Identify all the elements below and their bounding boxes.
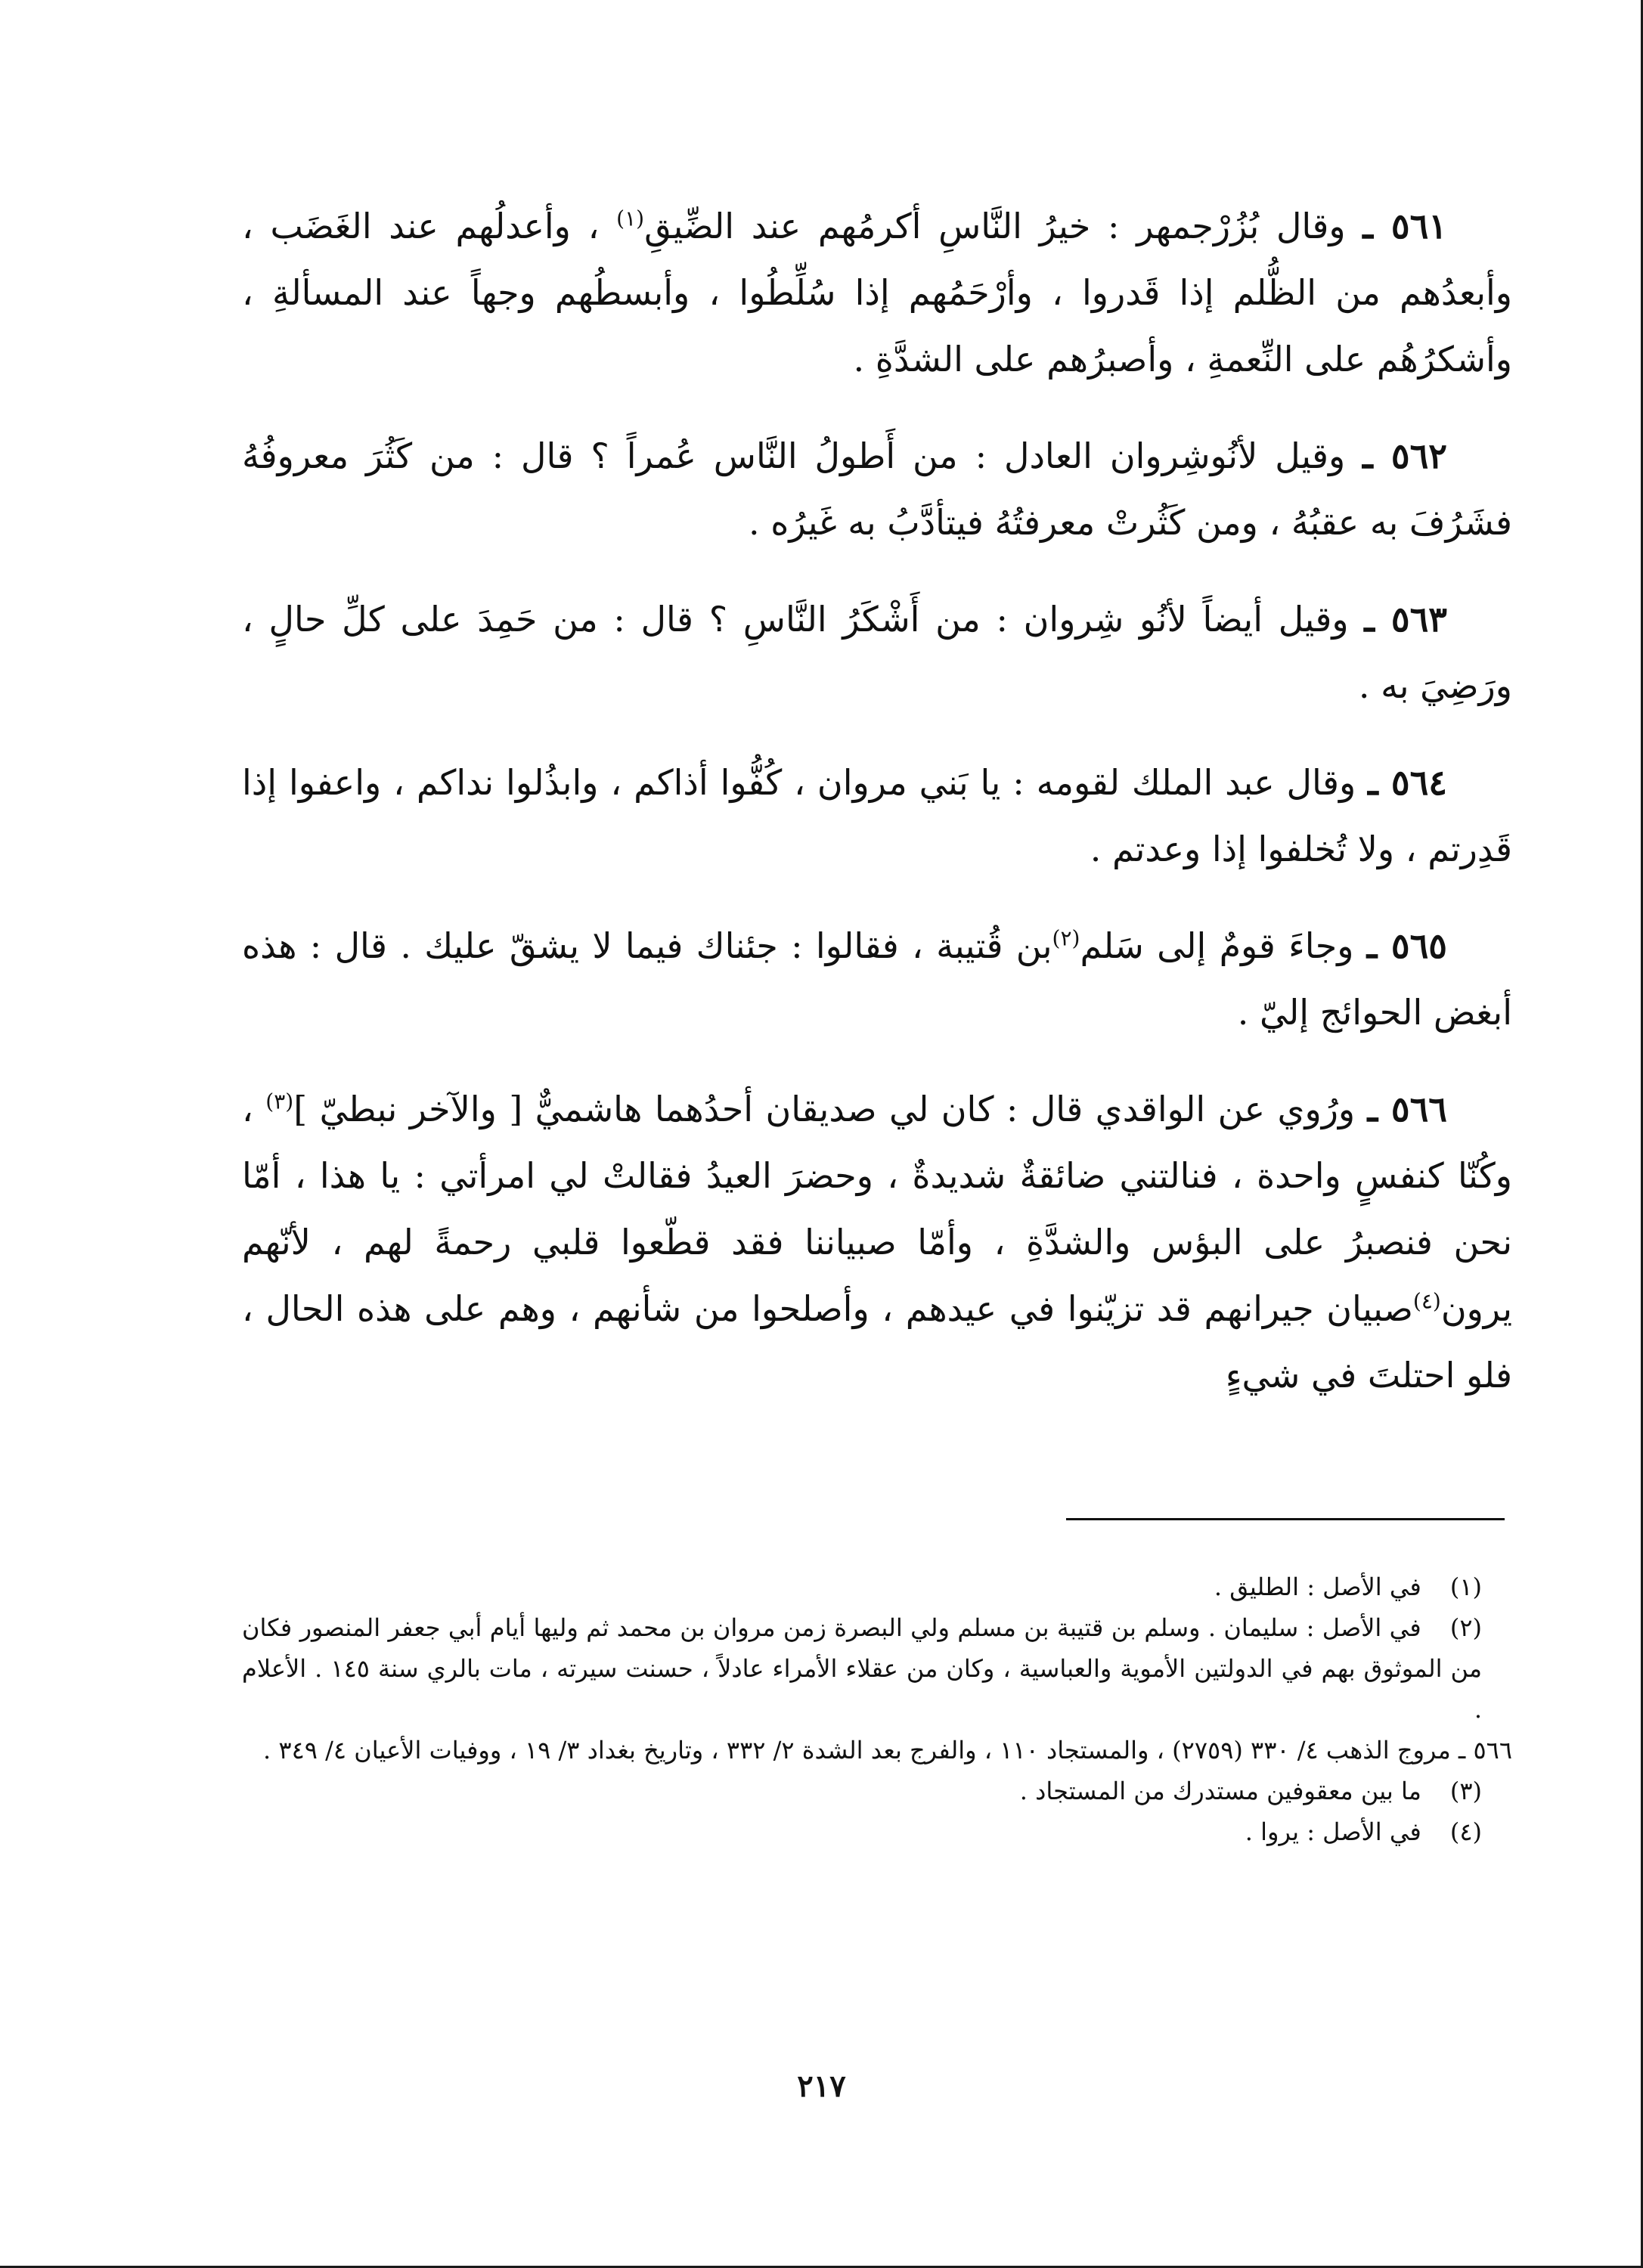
- paragraph-565: [242, 912, 1512, 1046]
- entry-text-continued: ، وكُنّا كنفسٍ واحدة ، فنالتني ضائقةٌ شديدةٌ ، وحضرَ العيدُ فقالتْ لي امرأتي : يا هذا ، أمّا نحن فنصبرُ على البؤس والشدَّةِ ، وأمّا صبياننا فقد قطّعوا قلبي رحمةً لهم ، لأنّهم يرون: [242, 1089, 1512, 1329]
- entry-text: ورُوي عن الواقدي قال : كان لي صديقان أحدُهما هاشميٌّ [ والآخر نبطيّ ]: [293, 1089, 1356, 1129]
- footnote: [242, 1566, 1512, 1607]
- footnotes: [242, 1566, 1512, 1852]
- entry-text-continued: ، وأعدلُهم عند الغَضَب ، وأبعدُهم من الظُّلم إذا قَدروا ، وأرْحَمُهم إذا سُلِّطُوا ، وأبسطُهم وجهاً عند المسألةِ ، وأشكرُهُم على النِّعمةِ ، وأصبرُهم على الشدَّةِ .: [242, 206, 1512, 380]
- footnote-number: ٥٦٦ ـ: [1458, 1736, 1512, 1765]
- paragraph-561: [242, 193, 1512, 392]
- footnote-number: (١): [1449, 1572, 1482, 1601]
- footnote-text: ما بين معقوفين مستدرك من المستجاد .: [1019, 1777, 1421, 1805]
- footnote-text: في الأصل : الطليق .: [1214, 1572, 1421, 1601]
- entry-number: ٥٦٢ ـ: [1362, 435, 1447, 476]
- entry-text: وقال بُزُرْجمهر : خيرُ النَّاسِ أكرمُهم عند الضِّيقِ: [644, 206, 1346, 246]
- footnote-marker: (٢): [1052, 925, 1080, 951]
- footnote-text: مروج الذهب ٤/ ٣٣٠ (٢٧٥٩) ، والمستجاد ١١٠ ، والفرج بعد الشدة ٢/ ٣٣٢ ، وتاريخ بغداد ٣/ ١٩ ، ووفيات الأعيان ٤/ ٣٤٩ .: [263, 1736, 1451, 1765]
- entry-number: ٥٦٤ ـ: [1368, 762, 1448, 803]
- paragraph-562: [242, 423, 1512, 556]
- footnote: [242, 1811, 1512, 1852]
- footnote-number: (٢): [1449, 1613, 1483, 1642]
- paragraph-563: [242, 586, 1512, 719]
- entry-text: وجاءَ قومٌ إلى سَلم: [1080, 925, 1354, 966]
- footnote-marker: (٣): [265, 1089, 294, 1114]
- footnote-number: (٣): [1449, 1777, 1482, 1805]
- footnote-marker: (١): [616, 206, 645, 231]
- page-number: ٢١٧: [797, 2068, 846, 2104]
- entry-text: وقيل أيضاً لأنُو شِروان : من أَشْكَرُ النَّاسِ ؟ قال : من حَمِدَ على كلِّ حالٍ ، ورَضِيَ به .: [242, 599, 1512, 706]
- footnote-separator: [1066, 1518, 1505, 1520]
- entry-number: ٥٦٣ ـ: [1364, 599, 1447, 640]
- footnote-marker: (٤): [1412, 1288, 1441, 1314]
- footnote-text: في الأصل : سليمان . وسلم بن قتيبة بن مسلم ولي البصرة زمن مروان بن محمد ثم وليها أيام أبي جعفر المنصور فكان من الموثوق بهم في الدولتين الأموية والعباسية ، وكان من عقلاء الأمراء عادلاً ، حسنت سيرته ، مات بالري سنة ١٤٥ . الأعلام .: [242, 1613, 1483, 1724]
- paragraph-564: [242, 749, 1512, 882]
- paragraph-566: [242, 1076, 1512, 1408]
- entry-number: ٥٦١ ـ: [1362, 206, 1448, 246]
- footnote: [242, 1607, 1512, 1730]
- entry-number: ٥٦٦ ـ: [1367, 1089, 1448, 1129]
- entry-number: ٥٦٥ ـ: [1366, 925, 1447, 966]
- footnote-text: في الأصل : يروا .: [1245, 1817, 1421, 1846]
- footnote: [242, 1771, 1512, 1811]
- entry-text-continued: بن قُتيبة ، فقالوا : جئناك فيما لا يشقّ عليك . قال : هذه أبغض الحوائج إليّ .: [242, 925, 1512, 1033]
- entry-text-continued: صبيان جيرانهم قد تزيّنوا في عيدهم ، وأصلحوا من شأنهم ، وهم على هذه الحال ، فلو احتلتَ في شيءٍ: [242, 1288, 1512, 1396]
- entry-text: وقيل لأنُوشِروان العادل : من أَطولُ النَّاس عُمراً ؟ قال : من كَثُرَ معروفُهُ فشَرُفَ به عقبُهُ ، ومن كَثُرتْ معرفتُهُ فيتأدَّبُ به غَيرُه .: [242, 435, 1512, 543]
- footnote: [242, 1730, 1512, 1771]
- main-text: [242, 193, 1512, 1439]
- entry-text: وقال عبد الملك لقومه : يا بَني مروان ، كُفُّوا أذاكم ، وابذُلوا نداكم ، واعفوا إذا قَدِرتم ، ولا تُخلفوا إذا وعدتم .: [242, 762, 1512, 869]
- footnote-number: (٤): [1449, 1817, 1482, 1846]
